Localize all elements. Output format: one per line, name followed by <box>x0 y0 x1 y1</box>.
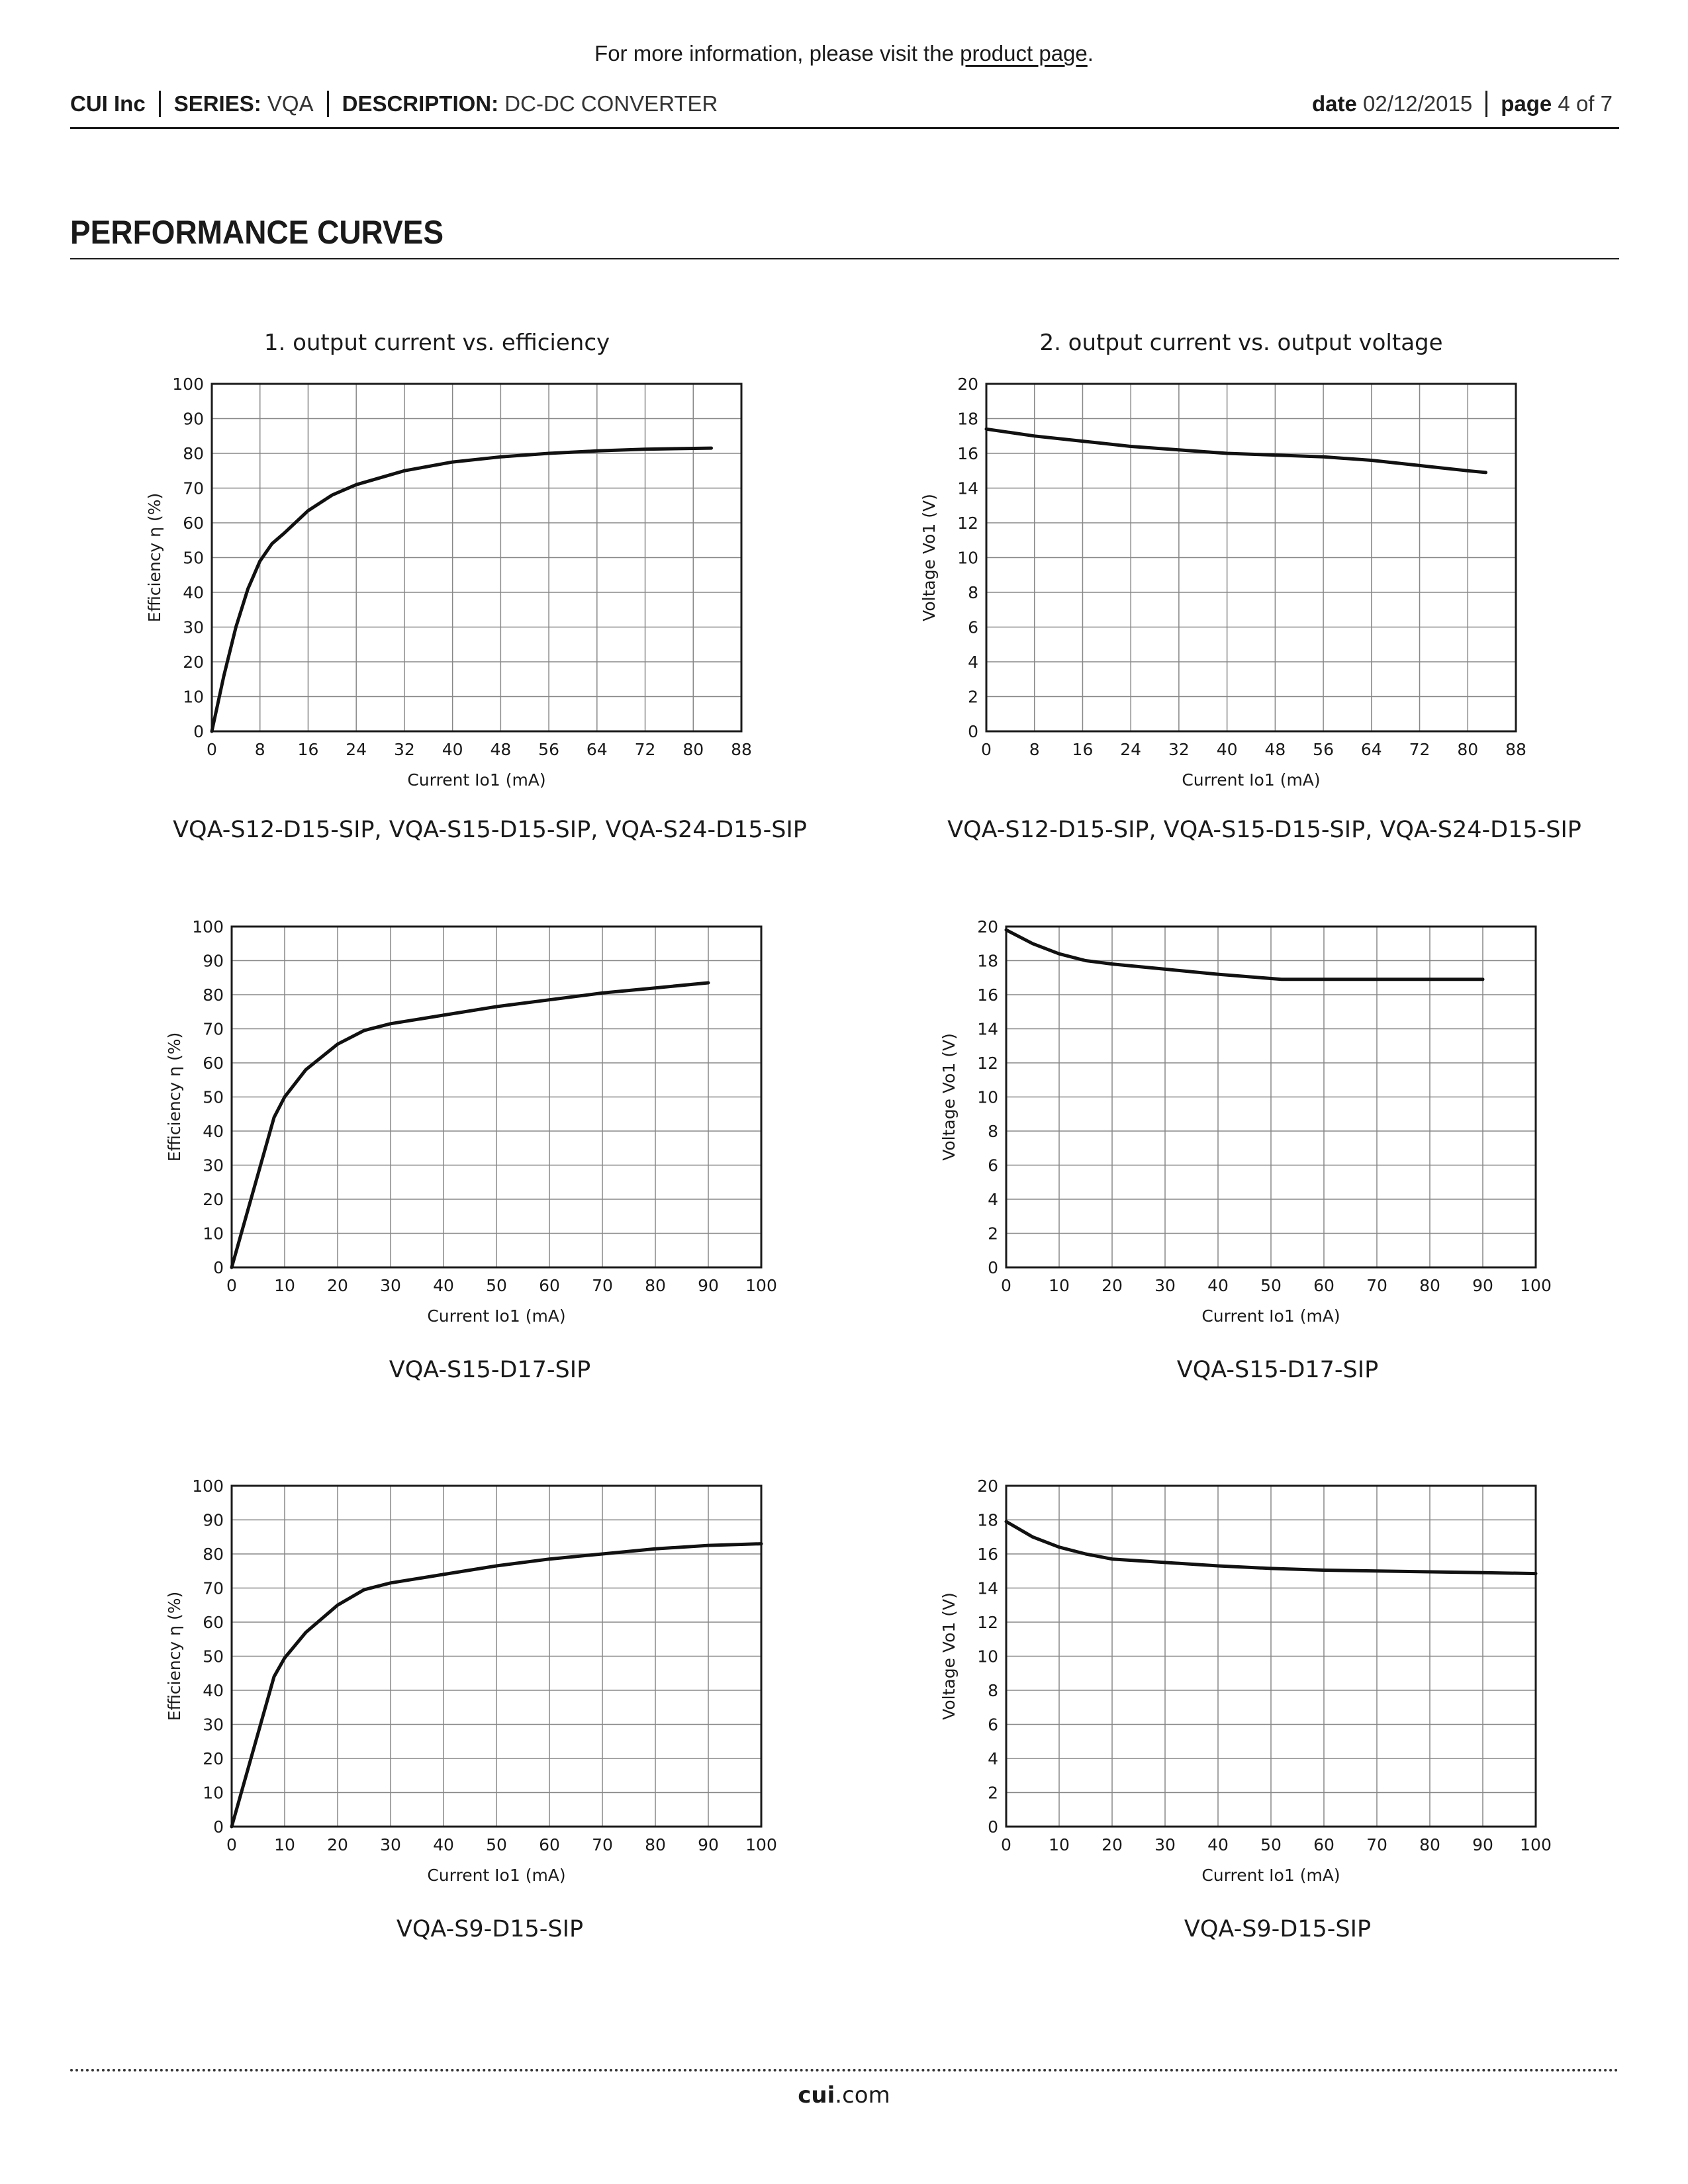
y-tick-label: 80 <box>203 985 224 1005</box>
x-tick-label: 30 <box>1154 1276 1176 1295</box>
x-tick-label: 0 <box>1001 1276 1011 1295</box>
chart-efficiency-3 <box>152 1473 788 1903</box>
x-tick-label: 40 <box>433 1835 454 1854</box>
y-tick-label: 4 <box>968 653 978 672</box>
x-tick-label: 80 <box>645 1835 666 1854</box>
x-tick-label: 10 <box>1049 1276 1070 1295</box>
x-tick-label: 56 <box>1313 740 1334 759</box>
product-page-link[interactable]: product page <box>960 41 1088 66</box>
x-tick-label: 60 <box>1313 1835 1335 1854</box>
y-tick-label: 0 <box>193 722 204 741</box>
x-tick-label: 20 <box>1102 1276 1123 1295</box>
y-tick-label: 12 <box>957 514 978 533</box>
y-tick-label: 14 <box>957 478 978 498</box>
y-tick-label: 20 <box>977 917 998 936</box>
x-tick-label: 60 <box>1313 1276 1335 1295</box>
y-axis-label: Voltage Vo1 (V) <box>919 494 939 621</box>
x-tick-label: 90 <box>1472 1835 1493 1854</box>
x-tick-label: 70 <box>1366 1276 1387 1295</box>
y-tick-label: 20 <box>203 1749 224 1768</box>
footer-brand[interactable] <box>0 2082 1688 2109</box>
y-tick-label: 30 <box>203 1715 224 1735</box>
x-axis-label: Current Io1 (mA) <box>1201 1306 1340 1326</box>
x-tick-label: 90 <box>698 1835 719 1854</box>
series-line-voltage <box>986 429 1486 473</box>
y-tick-label: 20 <box>957 375 978 394</box>
chart-efficiency-2 <box>152 913 788 1343</box>
x-tick-label: 24 <box>1120 740 1142 759</box>
y-tick-label: 50 <box>183 548 204 568</box>
y-axis-label: Efficiency η (%) <box>165 1032 184 1162</box>
description-value: DC-DC CONVERTER <box>504 91 718 116</box>
y-tick-label: 10 <box>203 1783 224 1803</box>
chart-caption: VQA-S9-D15-SIP <box>396 1916 584 1942</box>
x-tick-label: 0 <box>207 740 217 759</box>
x-tick-label: 88 <box>1505 740 1526 759</box>
y-tick-label: 100 <box>192 917 224 936</box>
x-tick-label: 0 <box>226 1276 237 1295</box>
chart-efficiency-1 <box>132 371 768 807</box>
y-tick-label: 8 <box>988 1681 998 1700</box>
x-tick-label: 40 <box>1207 1276 1229 1295</box>
x-tick-label: 16 <box>297 740 319 759</box>
x-tick-label: 48 <box>490 740 512 759</box>
y-tick-label: 100 <box>172 375 204 394</box>
page-label: page <box>1501 91 1552 116</box>
x-tick-label: 80 <box>645 1276 666 1295</box>
x-tick-label: 8 <box>1029 740 1040 759</box>
x-tick-label: 8 <box>254 740 265 759</box>
x-tick-label: 80 <box>1457 740 1479 759</box>
x-tick-label: 50 <box>486 1835 507 1854</box>
y-tick-label: 12 <box>977 1054 998 1073</box>
y-tick-label: 70 <box>203 1019 224 1039</box>
y-tick-label: 4 <box>988 1749 998 1768</box>
company-name: CUI Inc <box>70 91 146 116</box>
x-tick-label: 72 <box>1409 740 1430 759</box>
y-tick-label: 16 <box>977 985 998 1005</box>
y-tick-label: 2 <box>988 1783 998 1803</box>
x-tick-label: 60 <box>539 1276 560 1295</box>
chart-caption: VQA-S12-D15-SIP, VQA-S15-D15-SIP, VQA-S24-D15-SIP <box>947 817 1581 843</box>
y-tick-label: 2 <box>968 687 978 707</box>
x-tick-label: 20 <box>1102 1835 1123 1854</box>
y-tick-label: 90 <box>203 951 224 971</box>
x-tick-label: 0 <box>1001 1835 1011 1854</box>
chart-caption: VQA-S9-D15-SIP <box>1184 1916 1372 1942</box>
y-axis-label: Voltage Vo1 (V) <box>939 1592 959 1720</box>
y-tick-label: 20 <box>183 653 204 672</box>
x-tick-label: 0 <box>226 1835 237 1854</box>
x-tick-label: 64 <box>586 740 608 759</box>
x-tick-label: 50 <box>1260 1835 1282 1854</box>
y-tick-label: 4 <box>988 1190 998 1209</box>
y-tick-label: 10 <box>977 1647 998 1666</box>
x-tick-label: 70 <box>592 1835 613 1854</box>
y-tick-label: 90 <box>183 409 204 429</box>
series-label: SERIES: <box>173 91 261 116</box>
x-tick-label: 40 <box>1207 1835 1229 1854</box>
y-tick-label: 20 <box>977 1477 998 1496</box>
x-axis-label: Current Io1 (mA) <box>407 770 546 790</box>
section-title <box>70 213 1619 259</box>
y-tick-label: 100 <box>192 1477 224 1496</box>
chart-voltage-1 <box>907 371 1542 807</box>
x-tick-label: 48 <box>1264 740 1286 759</box>
y-tick-label: 80 <box>203 1545 224 1564</box>
y-axis-label: Efficiency η (%) <box>165 1591 184 1721</box>
x-tick-label: 90 <box>1472 1276 1493 1295</box>
document-header <box>70 87 1619 129</box>
x-tick-label: 24 <box>346 740 367 759</box>
y-tick-label: 2 <box>988 1224 998 1244</box>
y-tick-label: 40 <box>183 583 204 602</box>
y-tick-label: 70 <box>183 478 204 498</box>
x-tick-label: 80 <box>1419 1835 1440 1854</box>
section-title-text: PERFORMANCE CURVES <box>70 214 444 251</box>
series-value: VQA <box>267 91 314 116</box>
y-tick-label: 0 <box>213 1817 224 1837</box>
header-divider <box>327 91 329 117</box>
x-tick-label: 50 <box>1260 1276 1282 1295</box>
x-tick-label: 100 <box>745 1276 777 1295</box>
x-tick-label: 16 <box>1072 740 1094 759</box>
y-tick-label: 8 <box>968 583 978 602</box>
chart-voltage-2 <box>927 913 1562 1343</box>
x-tick-label: 20 <box>327 1276 348 1295</box>
x-tick-label: 80 <box>1419 1276 1440 1295</box>
y-tick-label: 60 <box>203 1054 224 1073</box>
y-tick-label: 40 <box>203 1122 224 1141</box>
y-tick-label: 90 <box>203 1510 224 1530</box>
x-axis-label: Current Io1 (mA) <box>1201 1866 1340 1885</box>
y-tick-label: 18 <box>977 951 998 971</box>
y-tick-label: 16 <box>957 444 978 463</box>
y-tick-label: 40 <box>203 1681 224 1700</box>
y-tick-label: 30 <box>183 617 204 637</box>
x-tick-label: 30 <box>380 1276 401 1295</box>
y-tick-label: 60 <box>203 1613 224 1632</box>
page-value: 4 of 7 <box>1558 91 1613 116</box>
x-tick-label: 72 <box>634 740 656 759</box>
y-tick-label: 6 <box>988 1715 998 1735</box>
y-tick-label: 6 <box>988 1156 998 1175</box>
x-axis-label: Current Io1 (mA) <box>1182 770 1321 790</box>
x-tick-label: 88 <box>731 740 752 759</box>
series-line-voltage <box>1006 930 1483 979</box>
x-tick-label: 60 <box>539 1835 560 1854</box>
y-tick-label: 80 <box>183 444 204 463</box>
x-tick-label: 100 <box>745 1835 777 1854</box>
y-tick-label: 50 <box>203 1087 224 1107</box>
x-tick-label: 10 <box>1049 1835 1070 1854</box>
chart-caption: VQA-S15-D17-SIP <box>1176 1357 1379 1383</box>
x-tick-label: 70 <box>592 1276 613 1295</box>
y-tick-label: 14 <box>977 1019 998 1039</box>
y-tick-label: 0 <box>968 722 978 741</box>
y-tick-label: 50 <box>203 1647 224 1666</box>
chart-title-voltage: 2. output current vs. output voltage <box>1039 330 1443 356</box>
x-tick-label: 30 <box>380 1835 401 1854</box>
y-axis-label: Efficiency η (%) <box>145 492 164 623</box>
header-divider <box>1485 91 1487 117</box>
chart-title-efficiency: 1. output current vs. efficiency <box>263 330 610 356</box>
y-tick-label: 20 <box>203 1190 224 1209</box>
y-tick-label: 6 <box>968 617 978 637</box>
x-tick-label: 80 <box>682 740 704 759</box>
x-tick-label: 64 <box>1360 740 1382 759</box>
y-tick-label: 18 <box>977 1510 998 1530</box>
x-tick-label: 32 <box>394 740 415 759</box>
x-tick-label: 50 <box>486 1276 507 1295</box>
chart-caption: VQA-S12-D15-SIP, VQA-S15-D15-SIP, VQA-S24-D15-SIP <box>173 817 807 843</box>
top-note-suffix: . <box>1087 41 1094 66</box>
footer-divider <box>70 2069 1619 2071</box>
x-tick-label: 30 <box>1154 1835 1176 1854</box>
description-label: DESCRIPTION: <box>342 91 499 116</box>
date-label: date <box>1312 91 1357 116</box>
y-tick-label: 12 <box>977 1613 998 1632</box>
x-tick-label: 10 <box>274 1276 295 1295</box>
x-tick-label: 0 <box>981 740 992 759</box>
y-tick-label: 10 <box>977 1087 998 1107</box>
footer-brand-rest: .com <box>835 2082 890 2109</box>
y-tick-label: 16 <box>977 1545 998 1564</box>
y-tick-label: 0 <box>988 1258 998 1277</box>
y-tick-label: 70 <box>203 1578 224 1598</box>
x-tick-label: 70 <box>1366 1835 1387 1854</box>
x-tick-label: 100 <box>1520 1835 1552 1854</box>
series-line-efficiency <box>212 448 712 731</box>
header-divider <box>159 91 161 117</box>
y-tick-label: 10 <box>203 1224 224 1244</box>
x-tick-label: 10 <box>274 1835 295 1854</box>
top-note <box>0 41 1688 66</box>
x-axis-label: Current Io1 (mA) <box>427 1866 566 1885</box>
top-note-prefix: For more information, please visit the <box>594 41 961 66</box>
x-tick-label: 20 <box>327 1835 348 1854</box>
y-tick-label: 30 <box>203 1156 224 1175</box>
date-value: 02/12/2015 <box>1363 91 1473 116</box>
y-tick-label: 60 <box>183 514 204 533</box>
x-tick-label: 40 <box>442 740 463 759</box>
y-axis-label: Voltage Vo1 (V) <box>939 1033 959 1161</box>
footer-brand-bold: cui <box>798 2082 835 2109</box>
y-tick-label: 0 <box>988 1817 998 1837</box>
y-tick-label: 0 <box>213 1258 224 1277</box>
x-tick-label: 56 <box>538 740 559 759</box>
y-tick-label: 10 <box>183 687 204 707</box>
chart-voltage-3 <box>927 1473 1562 1903</box>
x-tick-label: 90 <box>698 1276 719 1295</box>
chart-caption: VQA-S15-D17-SIP <box>389 1357 591 1383</box>
y-tick-label: 10 <box>957 548 978 568</box>
x-tick-label: 40 <box>433 1276 454 1295</box>
x-tick-label: 100 <box>1520 1276 1552 1295</box>
y-tick-label: 8 <box>988 1122 998 1141</box>
series-line-efficiency <box>232 983 708 1267</box>
x-tick-label: 32 <box>1168 740 1190 759</box>
x-tick-label: 40 <box>1216 740 1238 759</box>
y-tick-label: 14 <box>977 1578 998 1598</box>
y-tick-label: 18 <box>957 409 978 429</box>
x-axis-label: Current Io1 (mA) <box>427 1306 566 1326</box>
